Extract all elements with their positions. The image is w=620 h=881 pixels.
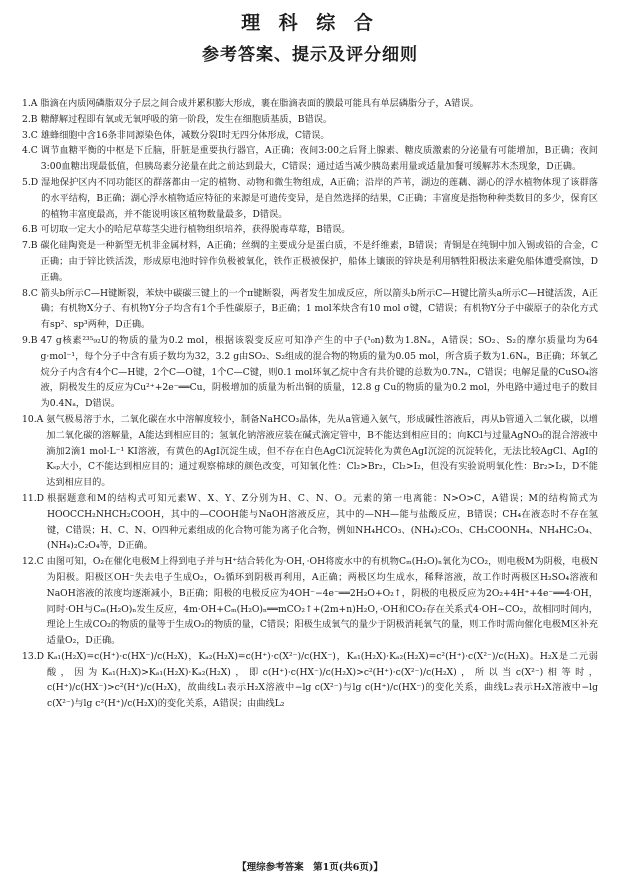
answer-item-10 — [22, 412, 598, 491]
answer-explanation: 47 g核素²³⁵₉₂U的物质的量为0.2 mol，根据该裂变反应可知净产生的中子(¹₀n)数为1.8Nₐ，A错误；SO₂、S₂的摩尔质量均为64 g·mol⁻¹，每个分子中含有质子数均为32，3.2 g由SO₂、S₂组成的混合物的物质的量为0.05 mol，所含质子数为1.6Nₐ，B正确；环氧乙烷分子内含有4个C—H键，2个C—O键，1个C—C键，则0.1 mol环氧乙烷中含有共价键的总数为0.7Nₐ，C错误；电解足量的CuSO₄溶液，阴极发生的反应为Cu²⁺+2e⁻══Cu，阴极增加的质量为析出铜的质量，12.8 g Cu的物质的量为0.2 mol，外电路中通过电子的数目为0.4Nₐ，D错误。 — [40, 334, 598, 410]
answer-number: 11.D — [22, 492, 44, 504]
answer-explanation: 可切取一定大小的哈尼草莓茎尖进行植物组织培养，获得脱毒草莓，B错误。 — [40, 224, 351, 236]
answer-number: 8.C — [22, 287, 38, 299]
answer-number: 13.D — [22, 650, 44, 662]
answer-item-7 — [22, 238, 598, 285]
answer-list — [22, 96, 598, 712]
answer-number: 10.A — [22, 413, 44, 425]
answer-explanation: 碳化硅陶瓷是一种新型无机非金属材料，A正确；丝绸的主要成分是蛋白质，不是纤维素，B错误；青铜是在纯铜中加入锡或铅的合金，C正确；由于锌比铁活泼，形成原电池时锌作负极被氧化，铁作正极被保护，船体上镶嵌的锌块是利用牺牲阳极法来避免船体遭受腐蚀，D正确。 — [40, 240, 598, 283]
answer-number: 7.B — [22, 240, 38, 252]
answer-explanation: 脂滴在内质网磷脂双分子层之间合成并累积膨大形成，裹在脂滴表面的膜最可能具有单层磷脂分子，A错误。 — [40, 98, 479, 109]
page-footer: 【理综参考答案 第1页(共6页)】 — [237, 862, 383, 873]
answer-item-12 — [22, 554, 598, 649]
answer-explanation: 由图可知，O₂在催化电极M上得到电子并与H⁺结合转化为·OH，·OH将废水中的有机物Cₘ(H₂O)ₙ氧化为CO₂，则电极M为阴极，电极N为阳极。阳极区OH⁻失去电子生成O₂，O₂循环到阴极再利用，A正确；两极区均生成水，稀释溶液，故工作时两极区H₂SO₄溶液和NaOH溶液的浓度均逐渐减小，B正确；阳极的电极反应为4OH⁻−4e⁻══2H₂O+O₂↑，阴极的电极反应为2O₂+4H⁺+4e⁻══4·OH，同时·OH与Cₘ(H₂O)ₙ发生反应，4m·OH+Cₘ(H₂O)ₙ══mCO₂↑+(2m+n)H₂O，·OH和CO₂存在关系式4·OH~CO₂，故相同时间内，理论上生成CO₂的物质的量等于生成O₂的物质的量，C错误；阳极生成氧气的量少于阴极消耗氧气的量，则工作时需向催化电极M区补充适量O₂，D正确。 — [46, 556, 598, 647]
answer-explanation: 调节血糖平衡的中枢是下丘脑，肝脏是重要执行器官，A正确；夜间3:00之后肾上腺素、糖皮质激素的分泌量有可能增加，B正确；夜间3:00血糖出现最低值，但胰岛素分泌量在此之前达到最大，C错误；通过适当减少胰岛素用量或适量加餐可缓解苏木杰现象，D正确。 — [40, 145, 598, 173]
answer-number: 2.B — [22, 113, 38, 125]
answer-explanation: 箭头b所示C—H键断裂，苯炔中碳碳三键上的一个π键断裂，两者发生加成反应，所以箭头b所示C—H键比箭头a所示C—H键活泼，A正确；有机物X分子、有机物Y分子均含有1个手性碳原子，B正确；1 mol苯炔含有10 mol σ键，C错误；有机物Y分子中碳原子的杂化方式有sp²、sp³两种，D正确。 — [40, 287, 598, 331]
page-subtitle: 参考答案、提示及评分细则 — [202, 45, 418, 65]
answer-number: 4.C — [22, 145, 38, 157]
answer-item-1 — [22, 96, 598, 112]
answer-item-13 — [22, 649, 598, 712]
answer-explanation: Kₐ₁(H₂X)=c(H⁺)·c(HX⁻)/c(H₂X)，Kₐ₂(H₂X)=c(H⁺)·c(X²⁻)/c(HX⁻)，Kₐ₁(H₂X)·Kₐ₂(H₂X)=c²(H⁺)·c(X²⁻)/c(H₂X)。H₂X是二元弱酸，因为Kₐ₁(H₂X)>Kₐ₁(H₂X)·Kₐ₂(H₂X)，即c(H⁺)·c(HX⁻)/c(H₂X)>c²(H⁺)·c(X²⁻)/c(H₂X)，所以当c(X²⁻)相等时，c(H⁺)/c(HX⁻)>c²(H⁺)/c(H₂X)，故曲线L₁表示H₂X溶液中−lg c(X²⁻)与lg c(H⁺)/c(HX⁻)的变化关系，曲线L₂表示H₂X溶液中−lg c(X²⁻)与lg c²(H⁺)/c(H₂X)的变化关系，A错误；由曲线L₂ — [46, 650, 598, 710]
answer-number: 6.B — [22, 224, 38, 236]
answer-item-11 — [22, 491, 598, 554]
answer-explanation: 根据题意和M的结构式可知元素W、X、Y、Z分别为H、C、N、O。元素的第一电离能：N>O>C，A错误；M的结构简式为HOOCCH₂NHCH₂COOH，其中的—COOH能与NaOH溶液反应，其中的—NH—能与盐酸反应，B错误；CH₄在液态时不存在氢键，C错误；H、C、N、O四种元素组成的化合物可能为离子化合物，例如NH₄HCO₃、(NH₄)₂CO₃、CH₃COONH₄、NH₄HC₂O₄、(NH₄)₂C₂O₄等，D正确。 — [46, 492, 598, 552]
answer-item-5 — [22, 175, 598, 222]
answer-number: 1.A — [22, 98, 38, 109]
answer-explanation: 氨气极易溶于水，二氧化碳在水中溶解度较小，制备NaHCO₃晶体，先从a管通入氨气，形成碱性溶液后，再从b管通入二氧化碳，以增加二氧化碳的溶解量，A能达到相应目的；氢氧化钠溶液应装在碱式滴定管中，B不能达到相应目的；向KCl与过量AgNO₃的混合溶液中滴加2滴1 mol·L⁻¹ KI溶液，有黄色的AgI沉淀生成，但不存在白色AgCl沉淀转化为黄色AgI沉淀的沉淀转化，无法比较AgCl、AgI的Kₛₚ大小，C不能达到相应目的；通过观察棉球的颜色改变，可知氧化性：Cl₂>Br₂，Cl₂>I₂，但没有实验说明氧化性：Br₂>I₂，D不能达到相应目的。 — [46, 413, 598, 489]
answer-number: 5.D — [22, 176, 39, 188]
answer-item-3 — [22, 128, 598, 144]
answer-explanation: 湿地保护区内不同功能区的群落都由一定的植物、动物和微生物组成，A正确；沿岸的芦苇，湖边的莲藕、湖心的浮水植物体现了该群落的水平结构，B正确；湖心浮水植物适应特征的来源是可遗传变异，是自然选择的结果，C正确；丰富度是指物种种类数目的多少，保育区的植物丰富度最高，并不能说明该区植物数量最多，D错误。 — [41, 176, 598, 220]
answer-number: 9.B — [22, 334, 38, 346]
answer-item-2 — [22, 112, 598, 128]
answer-explanation: 糖酵解过程即有氧或无氧呼吸的第一阶段，发生在细胞质基质，B错误。 — [40, 113, 333, 125]
answer-number: 3.C — [22, 129, 38, 141]
answer-item-6 — [22, 222, 598, 238]
answer-number: 12.C — [22, 556, 44, 568]
answer-item-4 — [22, 143, 598, 175]
answer-item-9 — [22, 333, 598, 412]
answer-explanation: 雄蜂细胞中含16条非同源染色体，减数分裂Ⅰ时无四分体形成，C错误。 — [40, 129, 330, 141]
page-title: 理 科 综 合 — [241, 12, 379, 34]
answer-item-8 — [22, 286, 598, 333]
